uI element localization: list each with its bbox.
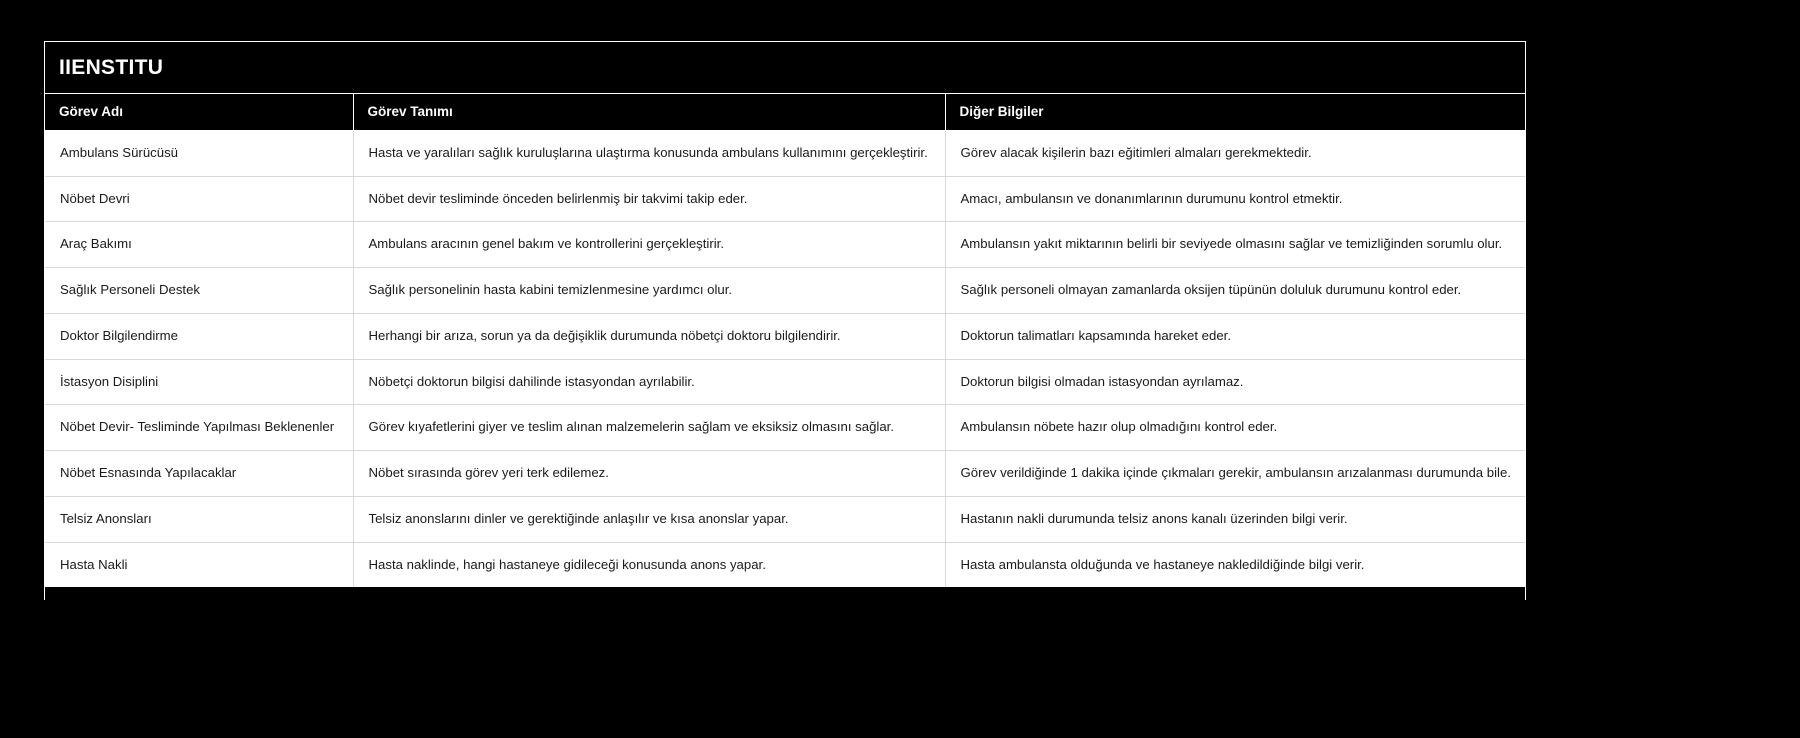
column-header-gorev-adi: Görev Adı — [45, 94, 353, 131]
cell-task-desc: Hasta ve yaralıları sağlık kuruluşlarına ulaştırma konusunda ambulans kullanımını gerçekleştirir. — [353, 131, 945, 177]
table-body — [45, 131, 1525, 588]
table-row — [45, 496, 1525, 542]
cell-task-other: Sağlık personeli olmayan zamanlarda oksijen tüpünün doluluk durumunu kontrol eder. — [945, 268, 1525, 314]
column-header-gorev-tanimi: Görev Tanımı — [353, 94, 945, 131]
table-header — [45, 94, 1525, 131]
cell-task-other: Doktorun talimatları kapsamında hareket eder. — [945, 313, 1525, 359]
cell-task-name: Nöbet Devri — [45, 176, 353, 222]
cell-task-desc: Görev kıyafetlerini giyer ve teslim alınan malzemelerin sağlam ve eksiksiz olmasını sağlar. — [353, 405, 945, 451]
cell-task-name: Doktor Bilgilendirme — [45, 313, 353, 359]
cell-task-desc: Sağlık personelinin hasta kabini temizlenmesine yardımcı olur. — [353, 268, 945, 314]
table-row — [45, 268, 1525, 314]
cell-task-name: Nöbet Devir- Tesliminde Yapılması Beklenenler — [45, 405, 353, 451]
task-table — [45, 94, 1525, 587]
cell-task-other: Ambulansın nöbete hazır olup olmadığını kontrol eder. — [945, 405, 1525, 451]
cell-task-desc: Nöbet devir tesliminde önceden belirlenmiş bir takvimi takip eder. — [353, 176, 945, 222]
cell-task-desc: Nöbetçi doktorun bilgisi dahilinde istasyondan ayrılabilir. — [353, 359, 945, 405]
table-row — [45, 222, 1525, 268]
document-frame — [44, 41, 1526, 600]
cell-task-name: İstasyon Disiplini — [45, 359, 353, 405]
cell-task-name: Ambulans Sürücüsü — [45, 131, 353, 177]
cell-task-desc: Herhangi bir arıza, sorun ya da değişiklik durumunda nöbetçi doktoru bilgilendirir. — [353, 313, 945, 359]
cell-task-name: Araç Bakımı — [45, 222, 353, 268]
cell-task-desc: Ambulans aracının genel bakım ve kontrollerini gerçekleştirir. — [353, 222, 945, 268]
cell-task-name: Telsiz Anonsları — [45, 496, 353, 542]
table-row — [45, 176, 1525, 222]
cell-task-other: Doktorun bilgisi olmadan istasyondan ayrılamaz. — [945, 359, 1525, 405]
table-row — [45, 359, 1525, 405]
cell-task-other: Görev verildiğinde 1 dakika içinde çıkmaları gerekir, ambulansın arızalanması durumunda bile. — [945, 451, 1525, 497]
cell-task-other: Ambulansın yakıt miktarının belirli bir seviyede olmasını sağlar ve temizliğinden sorumlu olur. — [945, 222, 1525, 268]
cell-task-name: Sağlık Personeli Destek — [45, 268, 353, 314]
cell-task-other: Hastanın nakli durumunda telsiz anons kanalı üzerinden bilgi verir. — [945, 496, 1525, 542]
cell-task-desc: Hasta naklinde, hangi hastaneye gidileceği konusunda anons yapar. — [353, 542, 945, 587]
cell-task-other: Hasta ambulansta olduğunda ve hastaneye nakledildiğinde bilgi verir. — [945, 542, 1525, 587]
cell-task-other: Görev alacak kişilerin bazı eğitimleri almaları gerekmektedir. — [945, 131, 1525, 177]
column-header-diger-bilgiler: Diğer Bilgiler — [945, 94, 1525, 131]
table-row — [45, 451, 1525, 497]
cell-task-name: Nöbet Esnasında Yapılacaklar — [45, 451, 353, 497]
table-row — [45, 405, 1525, 451]
table-row — [45, 131, 1525, 177]
brand-header — [45, 42, 1525, 94]
table-header-row — [45, 94, 1525, 131]
cell-task-desc: Telsiz anonslarını dinler ve gerektiğinde anlaşılır ve kısa anonslar yapar. — [353, 496, 945, 542]
brand-title: IIENSTITU — [59, 55, 164, 79]
table-row — [45, 313, 1525, 359]
cell-task-other: Amacı, ambulansın ve donanımlarının durumunu kontrol etmektir. — [945, 176, 1525, 222]
table-row — [45, 542, 1525, 587]
cell-task-desc: Nöbet sırasında görev yeri terk edilemez. — [353, 451, 945, 497]
cell-task-name: Hasta Nakli — [45, 542, 353, 587]
